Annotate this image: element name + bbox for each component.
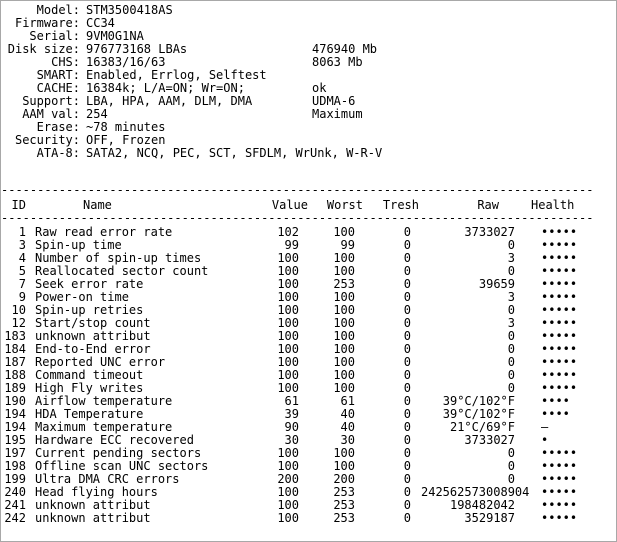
cell-health: ••••• xyxy=(541,251,578,265)
cell-health: •••• xyxy=(541,394,570,408)
cell-name: Reallocated sector count xyxy=(35,264,209,278)
cell-id: 241 xyxy=(4,498,26,512)
cell-worst: 100 xyxy=(333,225,355,239)
cell-name: Start/stop count xyxy=(35,316,151,330)
info-label: CACHE: xyxy=(36,81,80,95)
info-value: 16383/16/63 xyxy=(86,55,166,69)
cell-value: 100 xyxy=(277,498,299,512)
cell-id: 184 xyxy=(4,342,26,356)
cell-id: 9 xyxy=(18,290,26,304)
cell-worst: 40 xyxy=(340,407,355,421)
cell-value: 39 xyxy=(284,407,299,421)
cell-value: 100 xyxy=(277,329,299,343)
cell-raw: 0 xyxy=(507,368,515,382)
info-value: 254 xyxy=(86,107,108,121)
cell-id: 195 xyxy=(4,433,26,447)
cell-value: 102 xyxy=(277,225,299,239)
cell-raw: 39°C/102°F xyxy=(442,407,515,421)
cell-id: 242 xyxy=(4,511,26,525)
cell-worst: 40 xyxy=(340,420,355,434)
cell-name: End-to-End error xyxy=(35,342,151,356)
cell-health: ••••• xyxy=(541,485,578,499)
cell-tresh: 0 xyxy=(403,368,411,382)
header-value: Value xyxy=(271,198,308,212)
cell-value: 100 xyxy=(277,316,299,330)
cell-health: ••••• xyxy=(541,225,578,239)
cell-raw: 242562573008904 xyxy=(421,485,530,499)
cell-raw: 0 xyxy=(507,329,515,343)
cell-raw: 3529187 xyxy=(464,511,515,525)
cell-id: 198 xyxy=(4,459,26,473)
cell-health: ••••• xyxy=(541,303,578,317)
cell-raw: 198482042 xyxy=(449,498,515,512)
cell-health: ••••• xyxy=(541,459,578,473)
cell-health: ••••• xyxy=(541,342,578,356)
cell-value: 100 xyxy=(277,459,299,473)
cell-tresh: 0 xyxy=(403,485,411,499)
cell-tresh: 0 xyxy=(403,394,411,408)
cell-value: 61 xyxy=(284,394,299,408)
cell-name: Seek error rate xyxy=(35,277,144,291)
cell-id: 199 xyxy=(4,472,26,486)
cell-worst: 253 xyxy=(333,511,355,525)
cell-tresh: 0 xyxy=(403,303,411,317)
cell-worst: 100 xyxy=(333,381,355,395)
table-row xyxy=(1,512,616,525)
cell-worst: 100 xyxy=(333,368,355,382)
header-tresh: Tresh xyxy=(382,198,419,212)
cell-worst: 100 xyxy=(333,459,355,473)
header-raw: Raw xyxy=(477,198,499,212)
info-value: Enabled, Errlog, Selftest xyxy=(86,68,267,82)
cell-tresh: 0 xyxy=(403,407,411,421)
cell-raw: 3 xyxy=(507,316,515,330)
cell-name: Spin-up retries xyxy=(35,303,144,317)
info-value: 9VM0G1NA xyxy=(86,29,144,43)
cell-value: 100 xyxy=(277,303,299,317)
cell-id: 12 xyxy=(11,316,26,330)
cell-raw: 0 xyxy=(507,446,515,460)
cell-id: 188 xyxy=(4,368,26,382)
cell-worst: 253 xyxy=(333,485,355,499)
cell-id: 187 xyxy=(4,355,26,369)
attribute-table xyxy=(1,226,616,525)
cell-name: HDA Temperature xyxy=(35,407,144,421)
cell-tresh: 0 xyxy=(403,342,411,356)
cell-raw: 0 xyxy=(507,381,515,395)
info-value: LBA, HPA, AAM, DLM, DMA xyxy=(86,94,253,108)
cell-id: 5 xyxy=(18,264,26,278)
cell-id: 190 xyxy=(4,394,26,408)
info-extra: 476940 Mb xyxy=(312,42,378,56)
cell-health: ••••• xyxy=(541,290,578,304)
info-extra: UDMA-6 xyxy=(312,94,356,108)
header-name: Name xyxy=(83,198,112,212)
cell-id: 4 xyxy=(18,251,26,265)
info-label: SMART: xyxy=(36,68,80,82)
header-id: ID xyxy=(11,198,26,212)
cell-worst: 100 xyxy=(333,316,355,330)
cell-name: High Fly writes xyxy=(35,381,144,395)
cell-worst: 100 xyxy=(333,342,355,356)
cell-worst: 253 xyxy=(333,277,355,291)
info-label: Firmware: xyxy=(14,16,80,30)
cell-raw: 3733027 xyxy=(464,225,515,239)
cell-worst: 100 xyxy=(333,329,355,343)
cell-value: 100 xyxy=(277,511,299,525)
cell-tresh: 0 xyxy=(403,446,411,460)
cell-health: • xyxy=(541,433,549,447)
cell-tresh: 0 xyxy=(403,381,411,395)
cell-health: ••••• xyxy=(541,368,578,382)
cell-raw: 21°C/69°F xyxy=(449,420,515,434)
info-extra: ok xyxy=(312,81,327,95)
cell-health: ••••• xyxy=(541,472,578,486)
info-label: Model: xyxy=(36,3,80,17)
cell-tresh: 0 xyxy=(403,225,411,239)
info-label: Support: xyxy=(22,94,80,108)
info-value: STM3500418AS xyxy=(86,3,173,17)
cell-tresh: 0 xyxy=(403,329,411,343)
cell-value: 90 xyxy=(284,420,299,434)
cell-health: ••••• xyxy=(541,355,578,369)
info-label: ATA-8: xyxy=(36,146,80,160)
cell-id: 194 xyxy=(4,407,26,421)
cell-raw: 3 xyxy=(507,290,515,304)
cell-value: 100 xyxy=(277,277,299,291)
info-label: Disk size: xyxy=(7,42,80,56)
cell-worst: 100 xyxy=(333,303,355,317)
cell-raw: 0 xyxy=(507,472,515,486)
cell-name: Spin-up time xyxy=(35,238,122,252)
cell-health: ••••• xyxy=(541,316,578,330)
cell-value: 100 xyxy=(277,290,299,304)
info-value: CC34 xyxy=(86,16,115,30)
cell-name: unknown attribut xyxy=(35,511,151,525)
cell-tresh: 0 xyxy=(403,290,411,304)
cell-name: Number of spin-up times xyxy=(35,251,202,265)
info-value: 16384k; L/A=ON; Wr=ON; xyxy=(86,81,245,95)
cell-tresh: 0 xyxy=(403,433,411,447)
table-header xyxy=(1,199,616,212)
cell-worst: 253 xyxy=(333,498,355,512)
header-health: Health xyxy=(531,198,575,212)
cell-name: Current pending sectors xyxy=(35,446,202,460)
cell-name: Reported UNC error xyxy=(35,355,166,369)
cell-tresh: 0 xyxy=(403,420,411,434)
cell-worst: 100 xyxy=(333,355,355,369)
cell-worst: 61 xyxy=(340,394,355,408)
cell-tresh: 0 xyxy=(403,238,411,252)
cell-id: 10 xyxy=(11,303,26,317)
separator-top: ---------------------------------------------------------------------------------- xyxy=(1,184,594,197)
info-value: ~78 minutes xyxy=(86,120,166,134)
cell-tresh: 0 xyxy=(403,472,411,486)
cell-name: Airflow temperature xyxy=(35,394,173,408)
cell-raw: 0 xyxy=(507,303,515,317)
cell-health: ••••• xyxy=(541,381,578,395)
cell-raw: 0 xyxy=(507,238,515,252)
cell-name: Offline scan UNC sectors xyxy=(35,459,209,473)
cell-value: 100 xyxy=(277,446,299,460)
info-extra: Maximum xyxy=(312,107,363,121)
info-label: CHS: xyxy=(51,55,80,69)
cell-health: •••• xyxy=(541,407,570,421)
cell-id: 7 xyxy=(18,277,26,291)
cell-id: 240 xyxy=(4,485,26,499)
cell-value: 100 xyxy=(277,485,299,499)
cell-tresh: 0 xyxy=(403,316,411,330)
cell-worst: 100 xyxy=(333,446,355,460)
info-row xyxy=(1,146,383,160)
cell-id: 3 xyxy=(18,238,26,252)
cell-tresh: 0 xyxy=(403,498,411,512)
cell-name: unknown attribut xyxy=(35,329,151,343)
cell-health: – xyxy=(541,420,549,434)
cell-worst: 30 xyxy=(340,433,355,447)
cell-value: 100 xyxy=(277,264,299,278)
info-label: AAM val: xyxy=(22,107,80,121)
separator-header: ---------------------------------------------------------------------------------- xyxy=(1,212,594,225)
cell-health: ••••• xyxy=(541,238,578,252)
cell-name: Raw read error rate xyxy=(35,225,173,239)
cell-tresh: 0 xyxy=(403,355,411,369)
cell-raw: 3733027 xyxy=(464,433,515,447)
cell-tresh: 0 xyxy=(403,459,411,473)
cell-worst: 99 xyxy=(340,238,355,252)
cell-value: 100 xyxy=(277,368,299,382)
header-worst: Worst xyxy=(326,198,363,212)
cell-id: 197 xyxy=(4,446,26,460)
cell-value: 100 xyxy=(277,251,299,265)
cell-name: Hardware ECC recovered xyxy=(35,433,194,447)
cell-id: 194 xyxy=(4,420,26,434)
cell-tresh: 0 xyxy=(403,511,411,525)
cell-health: ••••• xyxy=(541,446,578,460)
cell-value: 30 xyxy=(284,433,299,447)
disk-info-section xyxy=(1,3,383,160)
cell-health: ••••• xyxy=(541,264,578,278)
cell-name: Command timeout xyxy=(35,368,144,382)
cell-name: Power-on time xyxy=(35,290,129,304)
cell-tresh: 0 xyxy=(403,251,411,265)
cell-value: 100 xyxy=(277,342,299,356)
cell-value: 200 xyxy=(277,472,299,486)
info-label: Erase: xyxy=(36,120,80,134)
cell-name: Head flying hours xyxy=(35,485,158,499)
cell-health: ••••• xyxy=(541,511,578,525)
cell-id: 1 xyxy=(18,225,26,239)
cell-tresh: 0 xyxy=(403,277,411,291)
cell-health: ••••• xyxy=(541,498,578,512)
cell-value: 99 xyxy=(284,238,299,252)
cell-value: 100 xyxy=(277,381,299,395)
cell-health: ••••• xyxy=(541,277,578,291)
cell-raw: 0 xyxy=(507,459,515,473)
cell-raw: 0 xyxy=(507,342,515,356)
cell-worst: 100 xyxy=(333,264,355,278)
cell-raw: 0 xyxy=(507,264,515,278)
cell-raw: 0 xyxy=(507,355,515,369)
cell-raw: 39°C/102°F xyxy=(442,394,515,408)
cell-name: Maximum temperature xyxy=(35,420,173,434)
info-value: SATA2, NCQ, PEC, SCT, SFDLM, WrUnk, W-R-V xyxy=(86,146,383,160)
cell-worst: 100 xyxy=(333,251,355,265)
cell-raw: 39659 xyxy=(478,277,515,291)
cell-value: 100 xyxy=(277,355,299,369)
info-label: Serial: xyxy=(29,29,80,43)
cell-worst: 100 xyxy=(333,290,355,304)
cell-name: unknown attribut xyxy=(35,498,151,512)
cell-id: 183 xyxy=(4,329,26,343)
cell-raw: 3 xyxy=(507,251,515,265)
info-value: 976773168 LBAs xyxy=(86,42,188,56)
info-value: OFF, Frozen xyxy=(86,133,166,147)
cell-health: ••••• xyxy=(541,329,578,343)
info-extra: 8063 Mb xyxy=(312,55,363,69)
cell-worst: 200 xyxy=(333,472,355,486)
cell-name: Ultra DMA CRC errors xyxy=(35,472,180,486)
cell-id: 189 xyxy=(4,381,26,395)
cell-tresh: 0 xyxy=(403,264,411,278)
info-label: Security: xyxy=(14,133,80,147)
